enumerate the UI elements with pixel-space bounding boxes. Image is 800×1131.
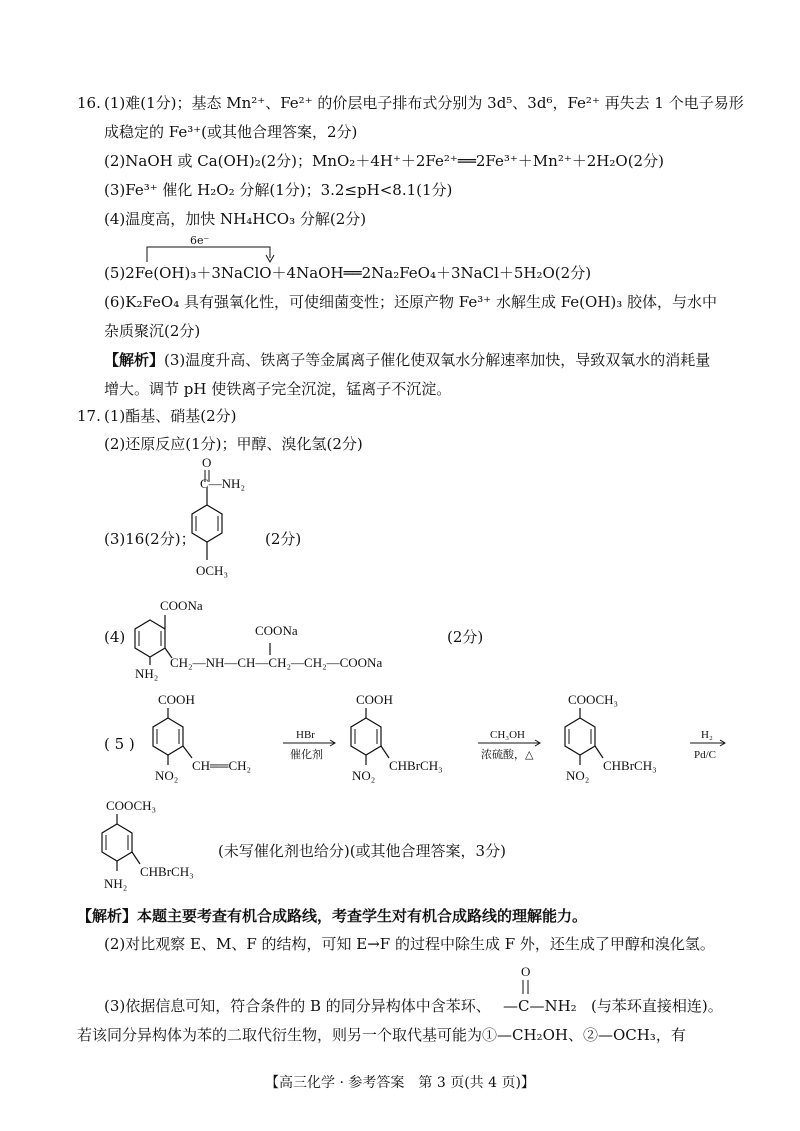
jx3-carbonyl-o: O	[521, 964, 531, 979]
r2-top: CH₃OH	[490, 729, 526, 741]
q16-line-3: (2)NaOH 或 Ca(OH)₂(2分)；MnO₂＋4H⁺＋2Fe²⁺══2Fe³⁺＋Mn²⁺＋2H₂O(2分)	[104, 152, 664, 170]
s4-nh2: NH₂	[135, 666, 159, 681]
r2-bottom: 浓硫酸，△	[481, 749, 534, 761]
q16-line-5: (4)温度高，加快 NH₄HCO₃ 分解(2分)	[104, 210, 367, 228]
q17-analysis-1: 本题主要考查有机合成路线，考查学生对有机合成路线的理解能力。	[137, 907, 588, 925]
q17-line-4-score: (2分)	[447, 628, 484, 646]
mol-b-cooh: COOH	[356, 692, 393, 707]
r3-bottom: Pd/C	[694, 749, 717, 761]
q16-analysis-tag: 【解析】	[104, 351, 165, 369]
s4-coona-alpha: COONa	[255, 623, 298, 638]
r3-top: H₂	[701, 729, 713, 741]
mol-a-no2: NO₂	[155, 768, 179, 783]
mol-b-no2: NO₂	[352, 768, 376, 783]
q17-line-5-note: (未写催化剂也给分)(或其他合理答案，3分)	[218, 842, 506, 860]
page-footer: 【高三化学 · 参考答案 第 3 页(共 4 页)】	[265, 1075, 535, 1091]
mol-d-chbr: CHBrCH₃	[140, 864, 194, 879]
q16-analysis-1: (3)温度升高、铁离子等金属离子催化使双氧水分解速率加快，导致双氧水的消耗量	[164, 351, 711, 369]
q16-line-2: 成稳定的 Fe³⁺(或其他合理答案，2分)	[104, 123, 358, 141]
q17-line-2: (2)还原反应(1分)；甲醇、溴化氢(2分)	[104, 435, 363, 453]
q17-analysis-3c: (与苯环直接相连)。	[591, 997, 723, 1015]
s4-chain: CH₂—NH—CH—CH₂—CH₂—COONa	[170, 655, 383, 670]
q17-analysis-2: (2)对比观察 E、M、F 的结构，可知 E→F 的过程中除生成 F 外，还生成了甲醇和溴化氢。	[104, 935, 715, 953]
q17-line-3-score: (2分)	[265, 530, 302, 548]
q17-line-3-prefix: (3)16(2分)；	[104, 530, 196, 548]
mol-c-chbr: CHBrCH₃	[603, 758, 657, 773]
q16-line-4: (3)Fe³⁺ 催化 H₂O₂ 分解(1分)；3.2≤pH<8.1(1分)	[104, 181, 453, 199]
mol-c-no2: NO₂	[566, 768, 590, 783]
mol-b-chbr: CHBrCH₃	[389, 758, 443, 773]
mol-d-nh2: NH₂	[104, 876, 128, 891]
q17-line-1: (1)酯基、硝基(2分)	[104, 407, 237, 425]
q16-number: 16.	[77, 94, 101, 112]
q16-line-1: (1)难(1分)；基态 Mn²⁺、Fe²⁺ 的价层电子排布式分别为 3d⁵、3d⁶，Fe²⁺ 再失去 1 个电子易形	[104, 94, 744, 112]
mol-a-vinyl: CH══CH₂	[192, 758, 252, 773]
q16-analysis-2: 增大。调节 pH 使铁离子完全沉淀，锰离子不沉淀。	[104, 380, 452, 398]
mol-c-cooch3: COOCH₃	[568, 692, 619, 707]
q16-line-8: 杂质聚沉(2分)	[104, 322, 201, 340]
s3-amide: C—NH₂	[200, 476, 245, 491]
r1-top: HBr	[296, 729, 315, 741]
q17-analysis-tag: 【解析】	[77, 907, 138, 925]
mol-d-cooch3: COOCH₃	[106, 798, 157, 813]
q16-line-7: (6)K₂FeO₄ 具有强氧化性，可使细菌变性；还原产物 Fe³⁺ 水解生成 Fe(OH)₃ 胶体，与水中	[104, 293, 718, 311]
s3-och3: OCH₃	[196, 563, 228, 578]
q17-line-4-prefix: (4)	[104, 628, 126, 646]
q17-analysis-3b: —C—NH₂	[503, 997, 577, 1015]
mol-a-cooh: COOH	[158, 692, 195, 707]
q17-line-5-prefix: ( 5 )	[104, 735, 135, 753]
s4-coona-ring: COONa	[160, 598, 203, 613]
s3-carbonyl-o: O	[202, 455, 212, 470]
q16-line-6: (5)2Fe(OH)₃＋3NaClO＋4NaOH══2Na₂FeO₄＋3NaCl＋5H₂O(2分)	[104, 264, 592, 282]
r1-bottom: 催化剂	[290, 749, 323, 761]
q17-analysis-4: 若该同分异构体为苯的二取代衍生物，则另一个取代基可能为①—CH₂OH、②—OCH₃，有	[77, 1026, 686, 1044]
q17-number: 17.	[77, 407, 101, 425]
electron-transfer-label: 6e⁻	[190, 234, 210, 247]
q17-analysis-3a: (3)依据信息可知，符合条件的 B 的同分异构体中含苯环、	[104, 997, 491, 1015]
